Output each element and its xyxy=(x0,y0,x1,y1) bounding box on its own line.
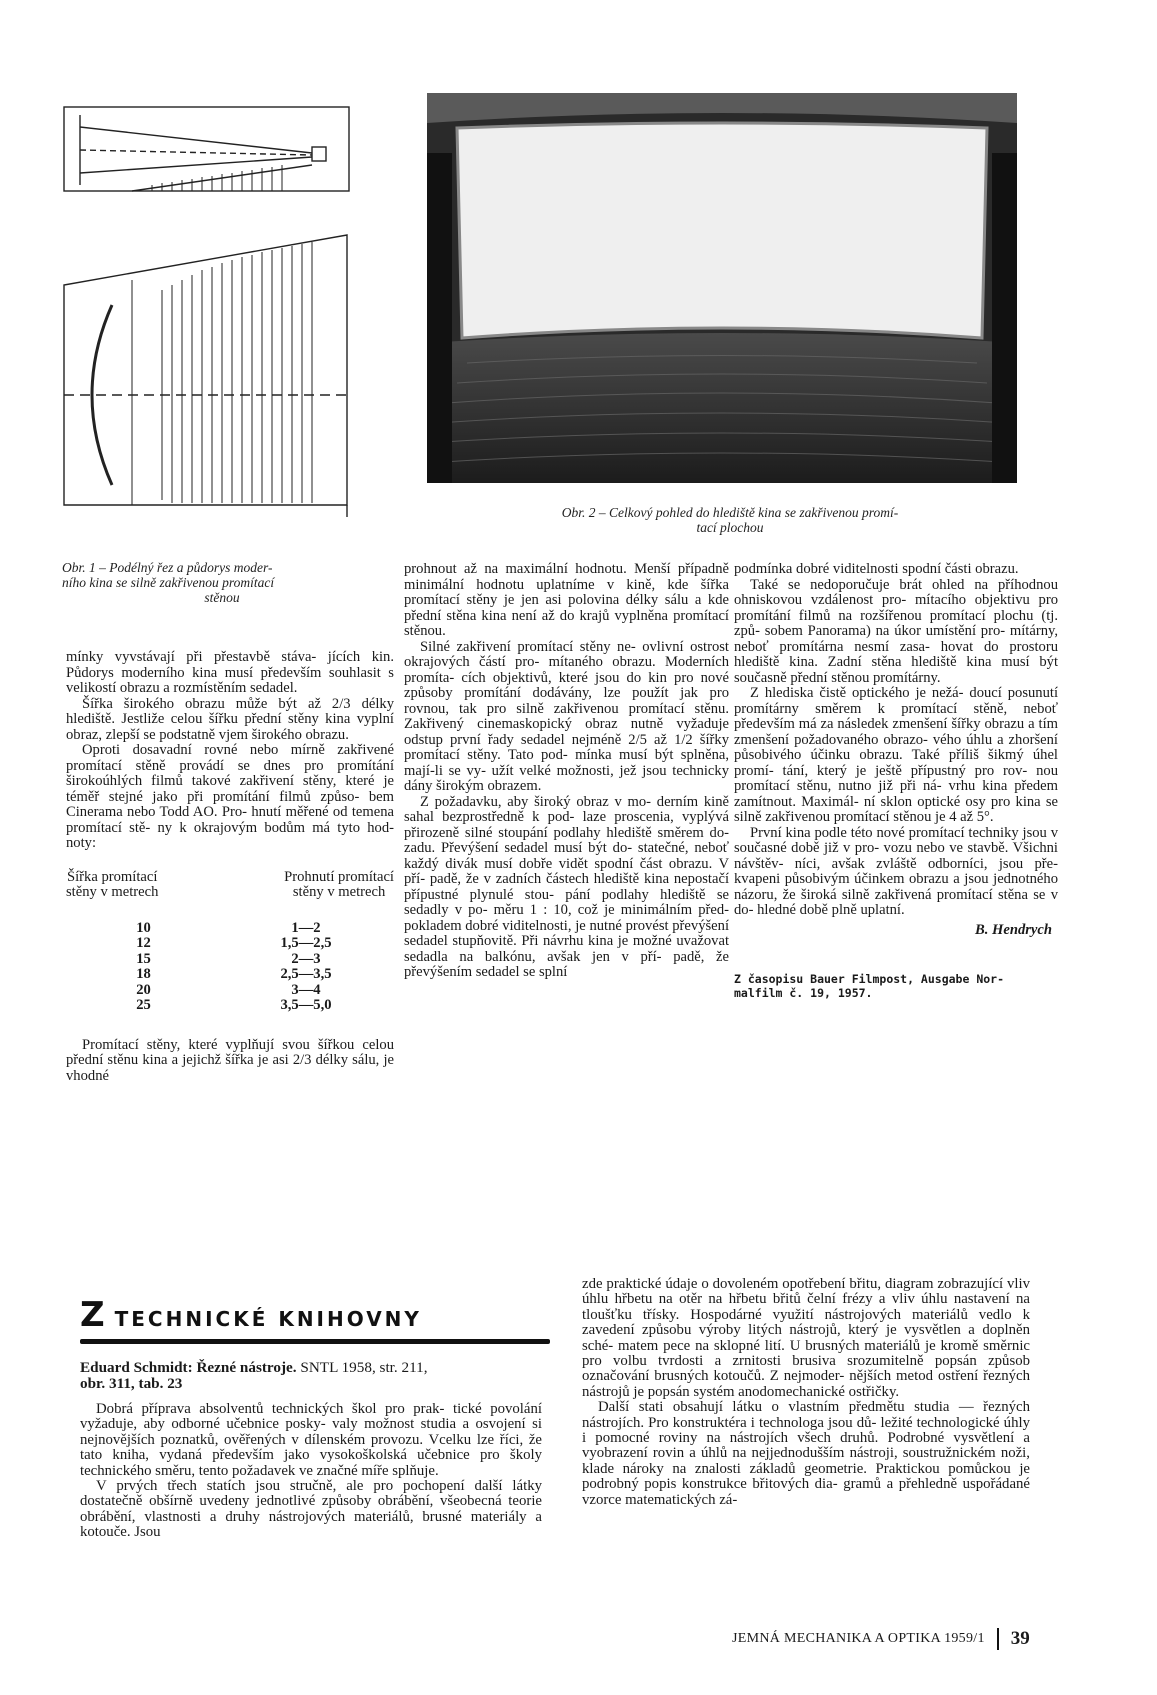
article-column-2 xyxy=(404,562,729,981)
header-text: stěny v metrech xyxy=(66,884,159,900)
section-header xyxy=(80,1295,560,1344)
table-row xyxy=(66,967,394,983)
paragraph: mínky vyvstávají při přestavbě stáva- jících kin. Půdorys moderního kina musí především souhlasit s velikostí obrazu a rozmístěním sedadel. xyxy=(66,649,394,696)
table-header xyxy=(66,870,394,901)
curvature-table xyxy=(66,870,394,1014)
cell: 15 xyxy=(136,950,151,967)
paragraph: V prvých třech statích jsou stručně, ale pro pochopení další látky dostatečně obšírně uvedeny jednotlivé způsoby obrábění, všeobecná teorie obrábění, vlastnosti a druhy nástrojových materiálů, brusné materiály a kotouče. Jsou xyxy=(80,1478,542,1541)
paragraph: Také se nedoporučuje brát ohled na příhodnou ohniskovou vzdálenost pro- mítacího objektivu pro promítání filmů na rozšířenou promítací plochu (tj. způ- sobem Panorama) na úkor umístění pro- mítárny, neboť promítárna nesmí zasa- hovat do prostoru hlediště kina. Zadní stěna hlediště kina musí být současně přední stěnou promítárny. xyxy=(734,576,1058,686)
paragraph: Oproti dosavadní rovné nebo mírně zakřivené promítací stěně provádí se dnes pro promítání širokoúhlých filmů takové zakřivení stěny, které je téměř stejné jako při promítání filmů způso- bem Cinerama nebo Todd AO. Pro- hnutí měřené od temena promítací stě- ny k okrajovým bodům má tyto hod- noty: xyxy=(66,742,394,851)
cell: 2—3 xyxy=(291,950,321,967)
caption-line: Obr. 1 – Podélný řez a půdorys moder- xyxy=(62,560,273,575)
cell: 1,5—2,5 xyxy=(280,935,332,951)
cell: 10 xyxy=(136,919,151,936)
paragraph: podmínka dobré viditelnosti spodní části obrazu. xyxy=(734,561,1019,577)
review-column-2 xyxy=(582,1277,1030,1508)
section-rule xyxy=(80,1339,550,1344)
review-column-1 xyxy=(80,1360,542,1541)
cell: 25 xyxy=(136,997,151,1013)
table-row xyxy=(66,998,394,1014)
section-title xyxy=(80,1295,560,1335)
table-row xyxy=(66,983,394,999)
source-note: Z časopisu Bauer Filmpost, Ausgabe Nor- malfilm č. 19, 1957. xyxy=(734,972,1005,1000)
paragraph: Promítací stěny, které vyplňují svou šířkou celou přední stěnu kina a jejichž šířka je asi 2/3 délky sálu, je vhodné xyxy=(66,1036,394,1084)
title-rest: TECHNICKÉ KNIHOVNY xyxy=(104,1307,422,1331)
paragraph: První kina podle této nové promítací techniky jsou v současné době již v pro- vozu nebo ve stavbě. Všichni návštěv- níci, avšak zvláště odborníci, jsou pře- kvapeni působivým účinkem obrazu a jsou jednotného názoru, že široká silně zakřivená promítací stěna se v do- hledné době plně uplatní. xyxy=(734,824,1058,918)
table-row xyxy=(66,952,394,968)
header-text: Prohnutí promítací xyxy=(284,868,394,885)
cell: 3—4 xyxy=(291,981,321,998)
paragraph: Dobrá příprava absolventů technických škol pro prak- tické povolání vyžaduje, aby odborné učebnice posky- valy možnost studia a osvojení si nejnovějších poznatků, ověřených v dílenském provozu. Vcelku lze říci, že tato kniha, vydaná především jako vysokoškolská učebnice pro školy technického směru, tento požadavek ve značné míře splňuje. xyxy=(80,1401,542,1479)
page-footer xyxy=(732,1628,1077,1650)
paragraph: Silné zakřivení promítací stěny ne- ovlivní ostrost okrajových částí pro- mítaného obrazu. Moderních promíta- cích objektivů, které jsou do kin pro nové způsoby promítání dodávány, lze použít jak pro rovnou, tak pro silně zakřivenou promítací stěnu. Zakřivený cinemaskopický obraz nutně vyžaduje odstup první řady sedadel nejméně 2/5 až 1/2 šířky promítací stěny. Tato pod- mínka musí být splněna, mají-li se vy- užít velké možnosti, jež jsou technicky dány širokým obrazem. xyxy=(404,638,729,794)
header-width xyxy=(66,870,158,901)
figure-2-photo xyxy=(427,93,1017,483)
journal-name: JEMNÁ MECHANIKA A OPTIKA 1959/1 xyxy=(732,1631,985,1646)
paragraph: Z hlediska čistě optického je nežá- doucí posunutí promítárny směrem k promítací stěně, neboť především má za následek zmenšení šířky obrazu a tím zmenšení požadovaného obrazo- vého úhlu a zhoršení působivého účinku obrazu. Také příliš šikmý úhel promí- tání, který je ještě přípustný pro rov- nou promítací stěnu, nutno již při ná- vrhu kina předem zamítnout. Maximál- ní sklon optické osy pro kina se silně zakřivenou promítací stěnou je 4 až 5°. xyxy=(734,685,1058,825)
cell: 12 xyxy=(136,935,151,951)
title-initial: Z xyxy=(80,1295,105,1335)
cell: 20 xyxy=(136,981,151,998)
author-signature: B. Hendrych xyxy=(974,921,1052,938)
figure-1-caption xyxy=(62,560,382,605)
cell: 3,5—5,0 xyxy=(280,997,332,1013)
cinema-section-plan-drawing xyxy=(62,105,380,517)
paragraph: prohnout až na maximální hodnotu. Menší případně minimální hodnotu uplatníme v kině, kde šířka promítací stěny je jen asi polovina délky sálu a kde přední stěna kina není až do krajů vyplněna promítací stěnou. xyxy=(404,561,729,639)
book-reference xyxy=(80,1360,542,1392)
caption-line: ního kina se silně zakřivenou promítací xyxy=(62,575,275,590)
table-row xyxy=(66,921,394,937)
caption-line: stěnou xyxy=(204,590,240,605)
cell: 2,5—3,5 xyxy=(280,966,332,982)
cell: 1—2 xyxy=(291,919,321,936)
caption-line: tací plochou xyxy=(696,520,764,535)
footer-divider xyxy=(997,1628,999,1650)
book-extent: obr. 311, tab. 23 xyxy=(80,1375,183,1392)
table-row xyxy=(66,936,394,952)
figure-1-drawing xyxy=(62,105,380,517)
caption-line: Obr. 2 – Celkový pohled do hlediště kina se zakřivenou promí- xyxy=(561,505,899,520)
paragraph: Další stati obsahují látku o vlastním předmětu studia — řezných nástrojích. Pro konstruktéra i technologa jsou dů- ležité technologické úhly i pomocné roviny na nástrojích všech druhů. Podrobné vysvětlení a vyobrazení rovin a úhlů na nejjednodušším nástroji, soustružnickém noži, klade nároky na znalosti základů geometrie. Praktickou pomůckou je podrobný popis konstrukce břitových dia- gramů a přehledně uspořádané vzorce matematických zá- xyxy=(582,1399,1030,1508)
header-text: Šířka promítací xyxy=(67,868,158,885)
paragraph: zde praktické údaje o dovoleném opotřebení břitu, diagram zobrazující vliv úhlu hřbetu na otěr na hřbetu břitů čelní frézy a vliv úhlu nastavení na tloušťku třísky. Hospodárné využití nástrojových materiálů vedlo k zavedení způsobu výroby litých nástrojů, který je vysvětlen a doplněn sché- matem pece na sklopné lití. U brusných materiálů je kromě směrnic pro volbu tvrdosti a zrnitosti brusiva srozumitelně popsán způsob označování brusných kotoučů. Z nejmoder- nějších metod ostření řezných nástrojů je popsán systém anodomechanické ostřičky. xyxy=(582,1276,1030,1400)
book-author-title: Eduard Schmidt: Řezné nástroje. xyxy=(80,1359,297,1376)
paragraph: Šířka širokého obrazu může být až 2/3 délky hlediště. Jestliže celou šířku přední stěny kina vyplní obraz, zlepší se podstatně vjem širokého obrazu. xyxy=(66,695,394,743)
header-text: stěny v metrech xyxy=(292,884,386,900)
figure-2-caption xyxy=(470,505,990,535)
article-column-1 xyxy=(66,650,394,1084)
paragraph: Z požadavku, aby široký obraz v mo- derním kině sahal bezprostředně k pod- laze proscenia, vyplývá přirozeně silné stoupání podlahy hlediště směrem do- zadu. Převýšení sedadel musí být do- statečné, neboť každý divák musí dobře vidět spodní část obrazu. V pří- padě, že v zadních částech hlediště kina nepostačí přípustné plynulé stou- pání podlahy hlediště se sedadly v po- měru 1 : 10, což je minimálním před- pokladem dobré viditelnosti, je nutné provést převýšení sedadel stupňovitě. Při návrhu kina je možné uvažovat sedadla na balkónu, avšak jen v pří- padě, že převýšením sedadel se splní xyxy=(404,793,729,980)
cell: 18 xyxy=(136,966,151,982)
page-number: 39 xyxy=(1010,1628,1030,1649)
article-column-3 xyxy=(734,562,1058,1000)
book-publication: SNTL 1958, str. 211, xyxy=(296,1359,428,1376)
cinema-auditorium-photo xyxy=(427,93,1017,483)
header-bend xyxy=(284,870,394,901)
